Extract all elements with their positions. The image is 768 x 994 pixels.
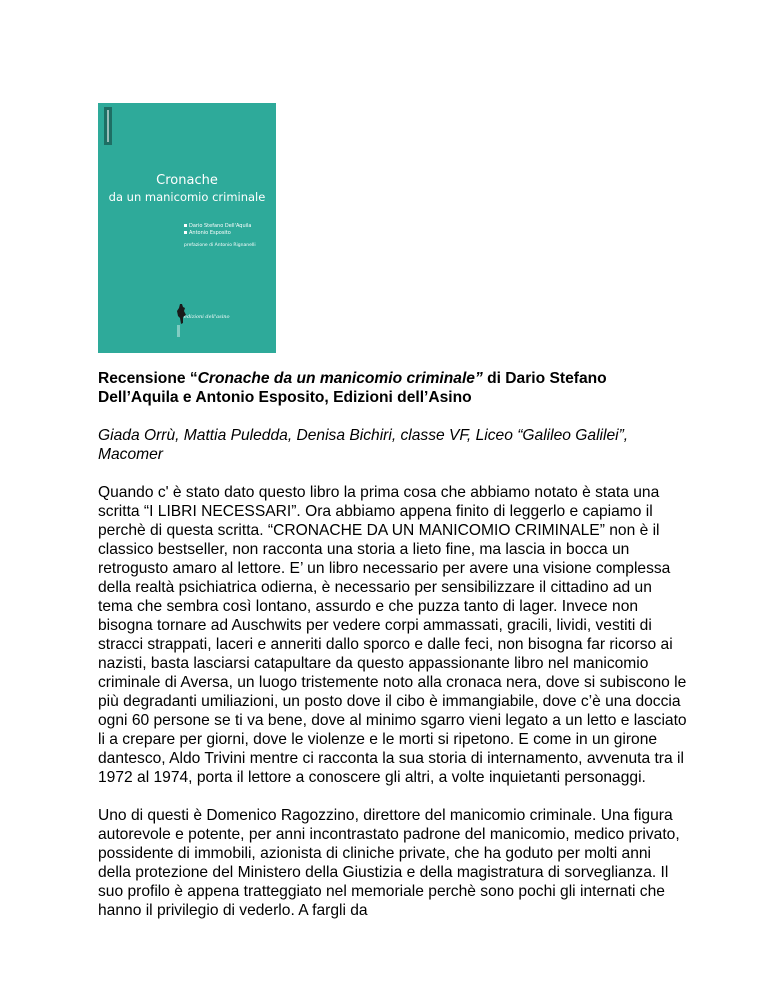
- cover-author-1: Dario Stefano Dell'Aquila: [189, 223, 252, 229]
- cover-publisher: edizioni dell'asino: [184, 314, 230, 320]
- paragraph-2: Uno di questi è Domenico Ragozzino, direttore del manicomio criminale. Una figura autorevole e potente, per anni incontrastato padrone del manicomio, medico privato, possidente di immobili, azionista di cliniche private, che ha goduto per molti anni della protezione del Ministero della Giustizia e della magistratura di sorveglianza. Il suo profilo è appena tratteggiato nel memoriale perchè sono pochi gli internati che hanno il privilegio di vederlo. A fargli da: [98, 807, 680, 919]
- book-cover-image: [98, 103, 276, 353]
- heading-prefix: Recensione “: [98, 370, 198, 387]
- heading-book-title: Cronache da un manicomio criminale”: [197, 370, 483, 387]
- article-authors: Giada Orrù, Mattia Puledda, Denisa Bichiri, classe VF, Liceo “Galileo Galilei”, Macomer: [98, 427, 629, 463]
- cover-publisher-mark: [177, 325, 180, 337]
- cover-title: Cronache: [156, 173, 218, 188]
- article-body: [98, 369, 688, 939]
- cover-authors: [184, 223, 251, 237]
- heading-suffix: di Dario Stefano Dell’Aquila e Antonio Esposito, Edizioni dell’Asino: [98, 370, 607, 406]
- cover-series-label: [104, 107, 112, 145]
- article-heading: [98, 369, 688, 407]
- cover-subtitle: da un manicomio criminale: [108, 190, 266, 204]
- cover-preface: prefazione di Antonio Rignanelli: [184, 243, 256, 248]
- paragraph-1: Quando c' è stato dato questo libro la prima cosa che abbiamo notato è stata una scritta “I LIBRI NECESSARI”. Ora abbiamo appena finito di leggerlo e capiamo il perchè di questa scritta. “CRONACHE DA UN MANICOMIO CRIMINALE” non è il classico bestseller, non racconta una storia a lieto fine, ma lascia in bocca un retrogusto amaro al lettore. E’ un libro necessario per avere una visione complessa della realtà psichiatrica odierna, è necessario per sensibilizzare il cittadino ad un tema che sembra così lontano, assurdo e che puzza tanto di lager. Invece non bisogna tornare ad Auschwits per vedere corpi ammassati, gracili, lividi, vestiti di stracci strappati, laceri e anneriti dallo sporco e dalle feci, non bisogna far ricorso ai nazisti, basta lasciarsi catapultare da questo appassionante libro nel manicomio criminale di Aversa, un luogo tristemente noto alla cronaca nera, dove si subiscono le più degradanti umiliazioni, un posto dove il cibo è immangiabile, dove c’è una doccia ogni 60 persone se ti va bene, dove al minimo sgarro vieni legato a un letto e lasciato li a crepare per giorni, dove le violenze e le morti si ripetono. E come in un girone dantesco, Aldo Trivini mentre ci racconta la sua storia di internamento, avvenuta tra il 1972 al 1974, porta il lettore a conoscere gli altri, a volte inquietanti personaggi.: [98, 484, 687, 786]
- cover-author-2: Antonio Esposito: [189, 230, 231, 236]
